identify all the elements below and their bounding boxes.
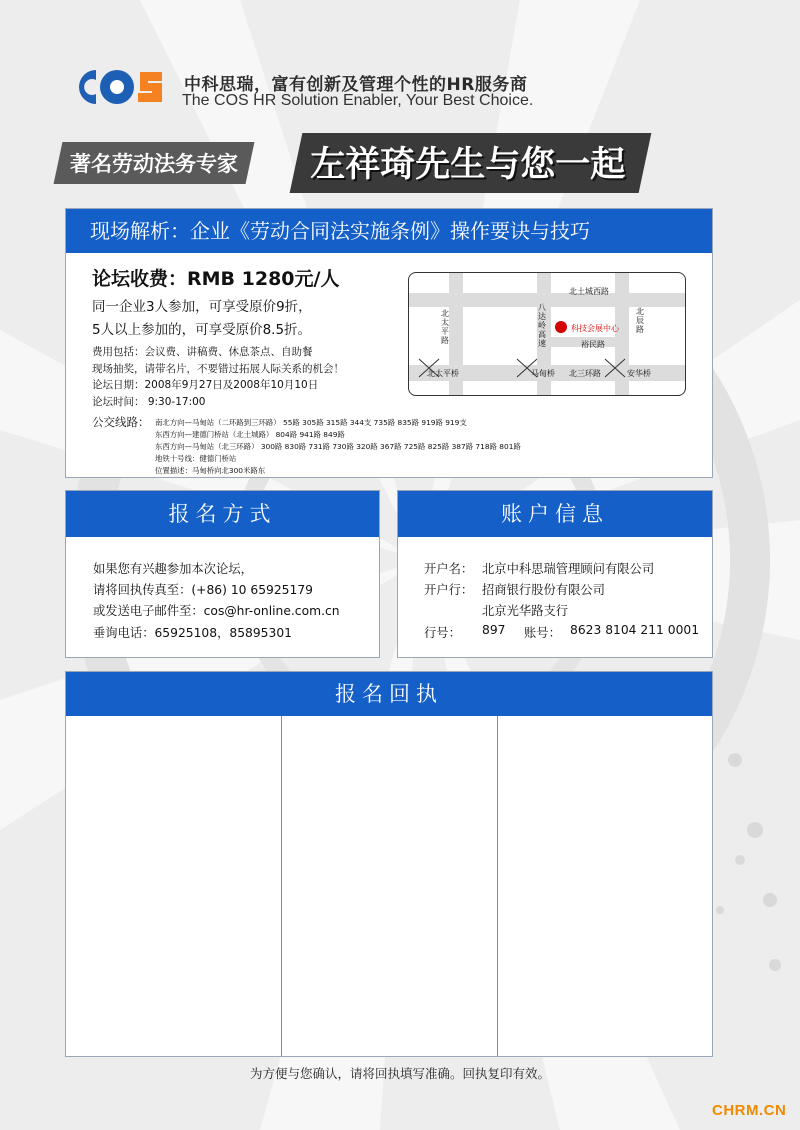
- account-branch-value: 北京光华路支行: [482, 604, 569, 618]
- slogan-english: The COS HR Solution Enabler, Your Best Choice.: [182, 92, 534, 109]
- slogan-chinese: 中科思瑞，富有创新及管理个性的HR服务商: [184, 75, 528, 95]
- map-road-beichen: 北辰路: [636, 307, 644, 334]
- location-map: [408, 272, 686, 396]
- discount-line-1: 同一企业3人参加，可享受原价9折，: [92, 299, 312, 315]
- bus-label: 公交线路：: [92, 415, 150, 429]
- account-bank-value: 招商银行股份有限公司: [482, 583, 605, 597]
- map-venue: 科技会展中心: [571, 324, 619, 333]
- account-name-value: 北京中科思瑞管理顾问有限公司: [482, 562, 655, 576]
- bus-line: 东西方向—马甸站（北三环路） 300路 830路 731路 730路 320路 367路 725路 825路 387路 718路 801路: [155, 442, 521, 451]
- signup-line: 如果您有兴趣参加本次论坛，: [93, 562, 253, 576]
- map-road-yumin: 裕民路: [581, 340, 605, 349]
- map-bridge-2: 马甸桥: [531, 369, 555, 378]
- bus-line: 东西方向—建德门桥站（北土城路） 804路 941路 849路: [155, 430, 345, 439]
- account-number-label: 账号：: [524, 626, 561, 640]
- forum-time: 论坛时间： 9:30-17:00: [92, 396, 206, 408]
- map-road-top: 北土城西路: [569, 287, 609, 296]
- receipt-column-divider: [281, 716, 282, 1056]
- map-road-badaling: 八达岭高速: [538, 303, 546, 348]
- discount-line-2: 5人以上参加的，可享受原价8.5折。: [92, 322, 312, 338]
- signup-fax[interactable]: 请将回执传真至：(+86) 10 65925179: [93, 583, 313, 597]
- map-bridge-1: 北太平桥: [427, 369, 459, 378]
- signup-title: 报名方式: [66, 491, 379, 537]
- account-bank-label: 开户行：: [424, 583, 474, 597]
- bus-line: 南北方向—马甸站（二环路到三环路） 55路 305路 315路 344支 735路 835路 919路 919支: [155, 418, 467, 427]
- account-panel: [397, 490, 713, 658]
- cos-logo: [66, 62, 168, 112]
- banner-expert-title: 著名劳动法务专家: [54, 142, 255, 184]
- map-bridge-3: 安华桥: [627, 369, 651, 378]
- account-name-label: 开户名：: [424, 562, 474, 576]
- receipt-title: 报名回执: [66, 672, 712, 716]
- account-code-label: 行号：: [424, 626, 461, 640]
- forum-title: 现场解析：企业《劳动合同法实施条例》操作要诀与技巧: [66, 209, 712, 253]
- signup-email[interactable]: 或发送电子邮件至：cos@hr-online.com.cn: [93, 604, 340, 618]
- account-number-value: 8623 8104 211 0001: [570, 623, 700, 637]
- signup-phone[interactable]: 垂询电话：65925108，85895301: [93, 626, 292, 640]
- map-road-bottom: 北三环路: [569, 369, 601, 378]
- map-road-left: 北太平路: [441, 309, 449, 345]
- account-code-value: 897: [482, 623, 506, 637]
- forum-fee: 论坛收费：RMB 1280元/人: [92, 268, 340, 290]
- banner-headline: 左祥琦先生与您一起: [290, 133, 652, 193]
- fee-includes: 费用包括：会议费、讲稿费、休息茶点、自助餐: [92, 346, 313, 358]
- account-title: 账户信息: [398, 491, 712, 537]
- receipt-column-divider: [497, 716, 498, 1056]
- signup-panel: [65, 490, 380, 658]
- receipt-panel: [65, 671, 713, 1057]
- watermark-logo: CHRM.CN: [712, 1102, 787, 1119]
- lottery-note: 现场抽奖，请带名片，不要错过拓展人际关系的机会！: [92, 363, 344, 375]
- forum-dates: 论坛日期：2008年9月27日及2008年10月10日: [92, 379, 319, 391]
- subway-line: 地铁十号线：健德门桥站: [155, 454, 237, 463]
- location-desc: 位置描述：马甸桥向北300米路东: [155, 466, 266, 475]
- footer-note: 为方便与您确认，请将回执填写准确。回执复印有效。: [249, 1066, 550, 1081]
